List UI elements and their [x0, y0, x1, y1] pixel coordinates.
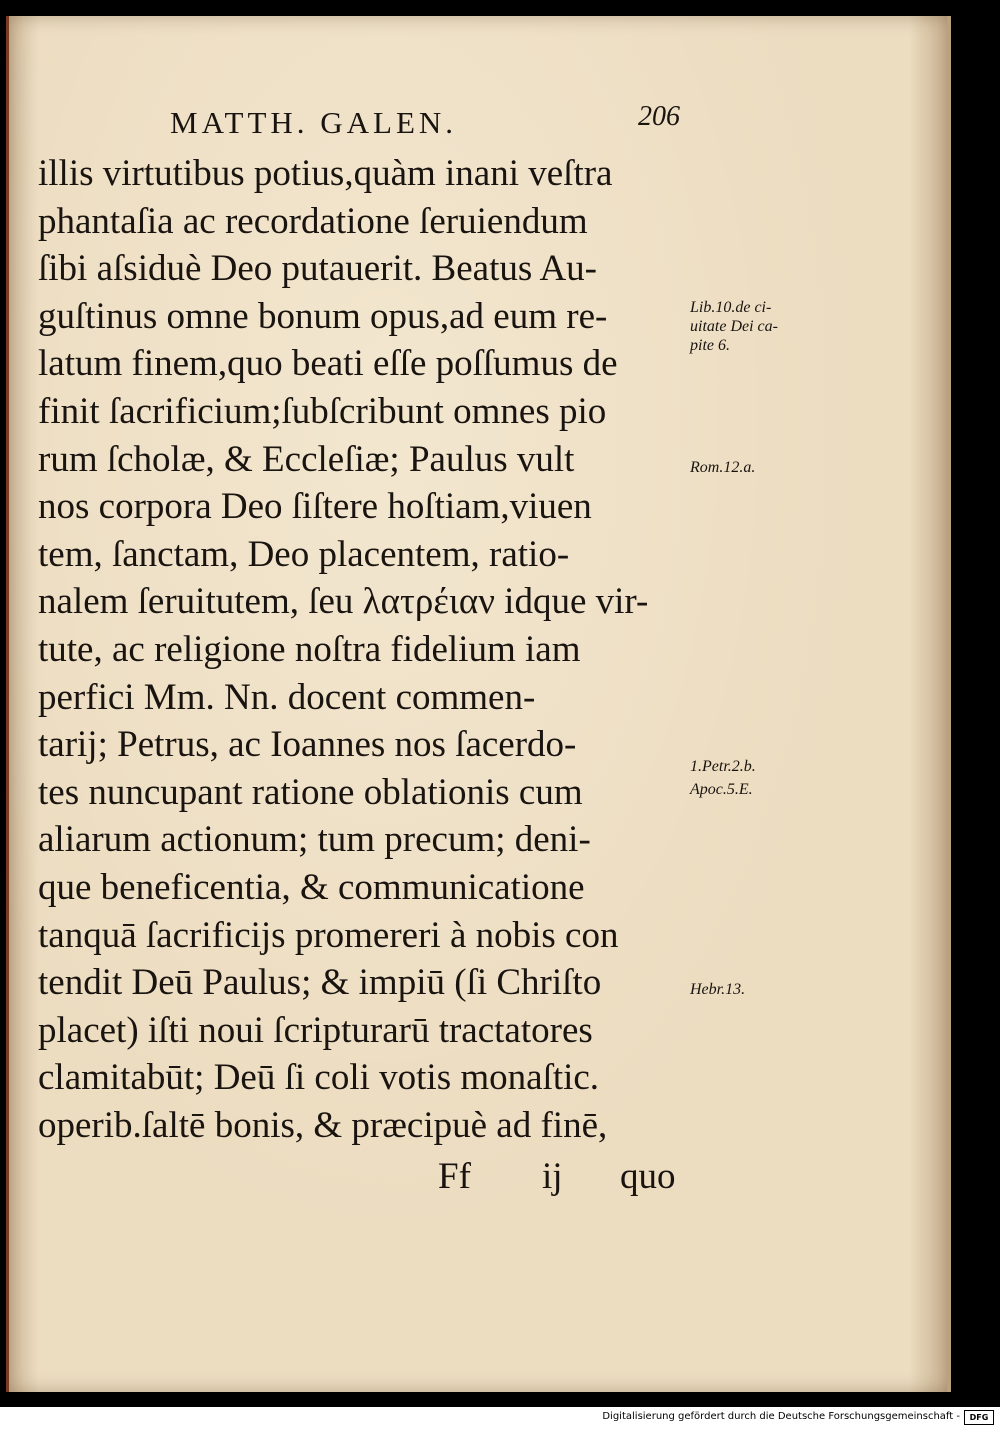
text-line: placet) iſti noui ſcripturarū tractatores: [38, 1009, 593, 1051]
margin-note-line: uitate Dei ca-: [690, 318, 778, 335]
catchword-line: [438, 1155, 698, 1203]
margin-note-line: pite 6.: [690, 337, 730, 354]
margin-note-augustine: [690, 298, 778, 355]
text-line: perfici Mm. Nn. docent commen-: [38, 676, 536, 718]
signature-number: ij: [542, 1156, 563, 1197]
margin-note-line: Rom.12.a.: [690, 459, 756, 476]
text-line: latum finem,quo beati eſſe poſſumus de: [38, 343, 618, 385]
text-line: rum ſcholæ, & Eccleſiæ; Paulus vult: [38, 438, 575, 480]
page-edge: [947, 16, 951, 1392]
running-title: MATTH. GALEN.: [170, 105, 458, 140]
funding-credit: Digitalisierung gefördert durch die Deutsche Forschungsgemeinschaft -: [602, 1411, 960, 1422]
text-line: tanquā ſacrificijs promereri à nobis con: [38, 914, 619, 956]
text-line: illis virtutibus potius,quàm inani veſtra: [38, 153, 613, 194]
margin-note-line: Lib.10.de ci-: [690, 299, 772, 316]
page-number: 206: [638, 101, 680, 132]
text-line: tute, ac religione noſtra fidelium iam: [38, 628, 581, 670]
margin-note-apocalypse: [690, 780, 753, 799]
text-line: clamitabūt; Deū ſi coli votis monaſtic.: [38, 1057, 600, 1099]
text-line: tendit Deū Paulus; & impiū (ſi Chriſto: [38, 962, 602, 1004]
text-line: tes nuncupant ratione oblationis cum: [38, 771, 583, 813]
text-line: nalem ſeruitutem, ſeu λατρέιαν idque vir-: [38, 581, 649, 623]
text-line: aliarum actionum; tum precum; deni-: [38, 819, 591, 861]
margin-note-line: 1.Petr.2.b.: [690, 758, 756, 775]
text-line: nos corpora Deo ſiſtere hoſtiam,viuen: [38, 486, 592, 528]
text-line: finit ſacrificium;ſubſcribunt omnes pio: [38, 390, 607, 432]
dfg-logo: DFG: [964, 1410, 994, 1425]
text-line: tarij; Petrus, ac Ioannes nos ſacerdo-: [38, 724, 577, 766]
text-line: phantaſia ac recordatione ſeruiendum: [38, 200, 588, 242]
catchword: quo: [620, 1156, 676, 1197]
body-text: [38, 150, 698, 1149]
margin-note-line: Hebr.13.: [690, 981, 746, 998]
margin-note-line: Apoc.5.E.: [690, 781, 753, 798]
footer-bar: [0, 1407, 1000, 1429]
text-line: que beneficentia, & communicatione: [38, 866, 585, 908]
text-line: operib.ſaltē bonis, & præcipuè ad finē,: [38, 1104, 608, 1146]
text-line: tem, ſanctam, Deo placentem, ratio-: [38, 533, 570, 575]
page-header: [170, 101, 690, 149]
margin-note-hebrews: [690, 980, 745, 999]
margin-note-romans: [690, 458, 755, 477]
margin-note-peter: [690, 757, 756, 776]
text-line: ſibi aſsiduè Deo putauerit. Beatus Au-: [38, 248, 597, 290]
signature-mark: Ff: [438, 1156, 471, 1197]
text-line: guſtinus omne bonum opus,ad eum re-: [38, 295, 608, 337]
